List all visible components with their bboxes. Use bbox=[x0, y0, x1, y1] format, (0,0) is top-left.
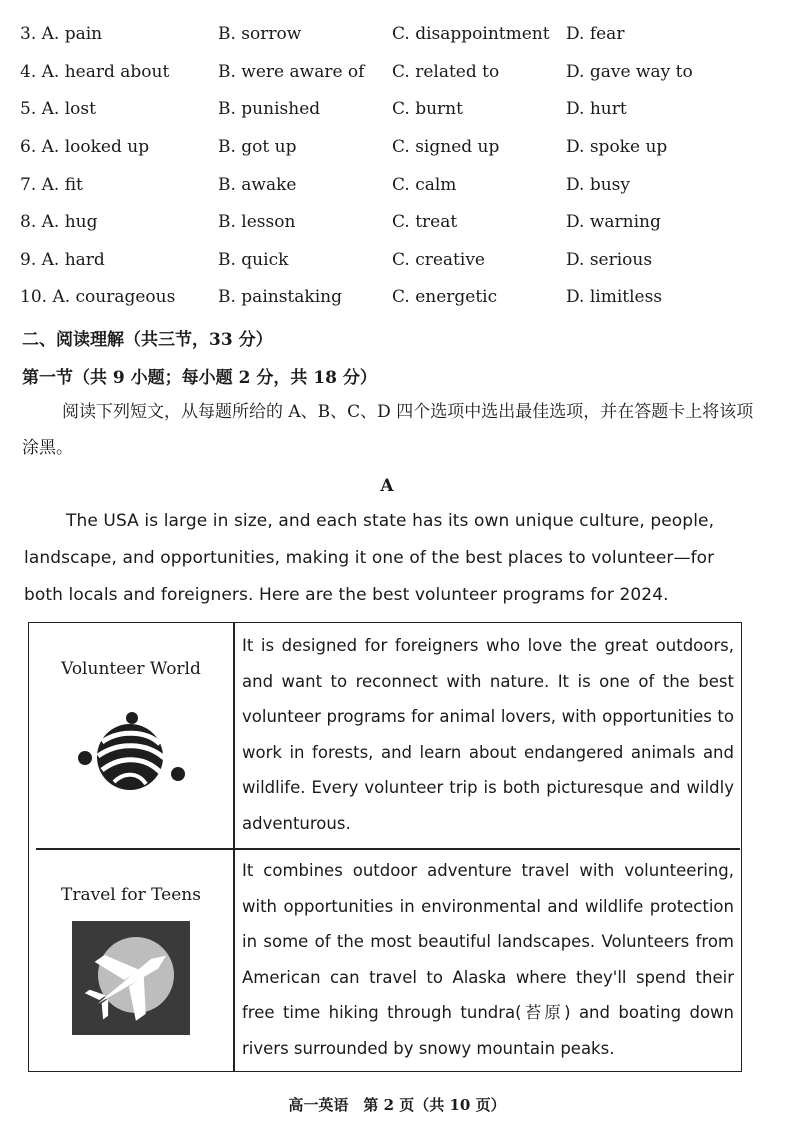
options-row bbox=[0, 24, 794, 54]
option-c: C. energetic bbox=[392, 287, 498, 307]
option-d: D. busy bbox=[566, 175, 630, 195]
option-d: D. limitless bbox=[566, 287, 663, 307]
program-name: Volunteer World bbox=[61, 659, 201, 679]
options-row bbox=[0, 250, 794, 280]
option-a: 8. A. hug bbox=[20, 212, 98, 232]
option-a: 9. A. hard bbox=[20, 250, 105, 270]
option-a: 7. A. fit bbox=[20, 175, 83, 195]
option-c: C. related to bbox=[392, 62, 500, 82]
options-row bbox=[0, 175, 794, 205]
option-a: 4. A. heard about bbox=[20, 62, 170, 82]
option-b: B. awake bbox=[218, 175, 297, 195]
option-d: D. gave way to bbox=[566, 62, 693, 82]
page-footer: 高一英语 第 2 页（共 10 页） bbox=[288, 1096, 506, 1114]
option-d: D. spoke up bbox=[566, 137, 668, 157]
option-c: C. disappointment bbox=[392, 24, 550, 44]
option-b: B. sorrow bbox=[218, 24, 302, 44]
option-b: B. painstaking bbox=[218, 287, 342, 307]
option-b: B. got up bbox=[218, 137, 297, 157]
table-divider bbox=[233, 622, 235, 1072]
passage-intro: The USA is large in size, and each state has its own unique culture, people, landscape, and opportunities, making it one of the best places to volunteer—for both locals and foreigners. Here are the best volunteer programs for 2024. bbox=[24, 511, 715, 605]
option-a: 5. A. lost bbox=[20, 99, 96, 119]
option-c: C. signed up bbox=[392, 137, 500, 157]
program-description: It combines outdoor adventure travel with volunteering, with opportunities in environmental and wildlife protection in some of the most beautiful landscapes. Volunteers from American can travel to Alaska where they'll spend their free time hiking through tundra(苔原) and boating down rivers surrounded by snowy mountain peaks. bbox=[242, 861, 734, 1058]
options-row bbox=[0, 212, 794, 242]
option-c: C. treat bbox=[392, 212, 458, 232]
options-row bbox=[0, 137, 794, 167]
option-d: D. serious bbox=[566, 250, 653, 270]
program-name: Travel for Teens bbox=[61, 885, 201, 905]
table-divider bbox=[36, 848, 740, 850]
part-heading: 第一节（共 9 小题；每小题 2 分，共 18 分） bbox=[22, 368, 377, 388]
option-d: D. fear bbox=[566, 24, 625, 44]
option-c: C. burnt bbox=[392, 99, 463, 119]
options-row bbox=[0, 62, 794, 92]
airplane-icon bbox=[72, 921, 190, 1039]
passage-label: A bbox=[380, 476, 394, 496]
option-a: 3. A. pain bbox=[20, 24, 103, 44]
program-description: It is designed for foreigners who love the great outdoors, and want to reconnect with nature. It is one of the best volunteer programs for animal lovers, with opportunities to work in forests, and learn about endangered animals and wildlife. Every volunteer trip is both picturesque and wildly adventurous. bbox=[242, 636, 734, 833]
option-d: D. warning bbox=[566, 212, 661, 232]
option-b: B. punished bbox=[218, 99, 321, 119]
options-row bbox=[0, 99, 794, 129]
option-c: C. creative bbox=[392, 250, 485, 270]
option-d: D. hurt bbox=[566, 99, 627, 119]
section-heading: 二、阅读理解（共三节，33 分） bbox=[22, 330, 273, 350]
option-b: B. lesson bbox=[218, 212, 296, 232]
volunteer-world-logo-icon bbox=[74, 712, 186, 806]
options-row bbox=[0, 287, 794, 317]
option-c: C. calm bbox=[392, 175, 457, 195]
option-b: B. were aware of bbox=[218, 62, 365, 82]
option-a: 6. A. looked up bbox=[20, 137, 150, 157]
option-b: B. quick bbox=[218, 250, 289, 270]
option-a: 10. A. courageous bbox=[20, 287, 176, 307]
instructions: 阅读下列短文，从每题所给的 A、B、C、D 四个选项中选出最佳选项，并在答题卡上将该项涂黑。 bbox=[22, 402, 754, 458]
